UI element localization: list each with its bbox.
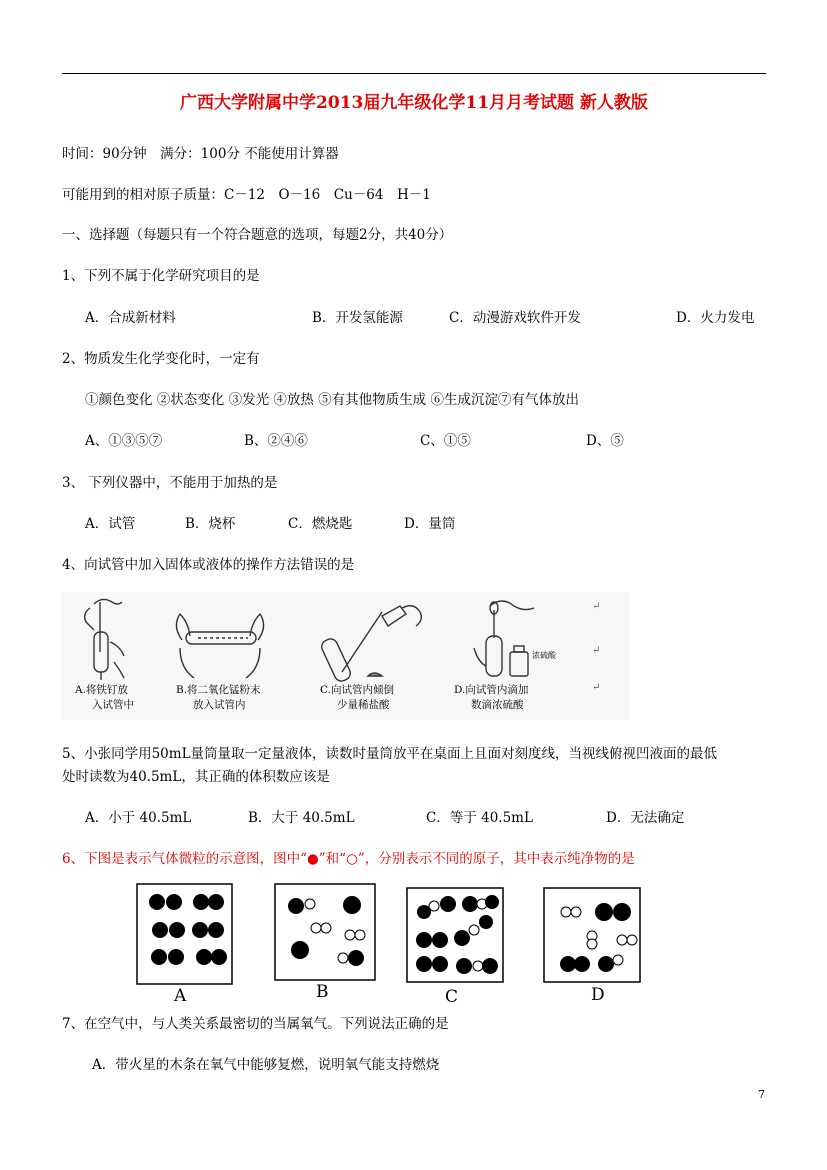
- figure-caption-c: C.向试管内倾倒 少量稀盐酸: [320, 684, 394, 711]
- header-rule: [62, 73, 766, 74]
- q1-option-c: C．动漫游戏软件开发: [449, 310, 581, 326]
- particles-d: [560, 903, 637, 972]
- question-7-stem: 7、在空气中，与人类关系最密切的当属氧气。下列说法正确的是: [62, 1016, 449, 1032]
- question-5-stem-line2: 处时读数为40.5mL，其正确的体积数应该是: [62, 769, 330, 785]
- q2-items: ①颜色变化 ②状态变化 ③发光 ④放热 ⑤有其他物质生成 ⑥生成沉淀⑦有气体放出: [85, 392, 579, 408]
- q2-option-d: D、⑤: [586, 433, 624, 449]
- q3-option-a: A．试管: [85, 516, 136, 532]
- illustration-c: [319, 606, 421, 684]
- q7-option-a: A．带火星的木条在氧气中能够复燃，说明氧气能支持燃烧: [92, 1057, 440, 1073]
- page-title: 广西大学附属中学2013届九年级化学11月月考试题 新人教版: [180, 93, 648, 113]
- q3-option-c: C．燃烧匙: [288, 516, 353, 532]
- q2-option-a: A、①③⑤⑦: [85, 433, 163, 449]
- q3-option-b: B．烧杯: [185, 516, 236, 532]
- atomic-mass-info: 可能用到的相对原子质量：C－12 O－16 Cu－64 H－1: [62, 187, 431, 203]
- box-label-c: C: [445, 987, 459, 1007]
- question-3-stem: 3、 下列仪器中，不能用于加热的是: [62, 475, 278, 491]
- return-mark: ↵: [592, 682, 601, 693]
- question-4-stem: 4、向试管中加入固体或液体的操作方法错误的是: [62, 557, 355, 573]
- figure-caption-b: B.将二氧化锰粉末 放入试管内: [176, 684, 261, 711]
- exam-time-info: 时间：90分钟 满分：100分 不能使用计算器: [62, 146, 339, 162]
- particles-c: [416, 895, 499, 974]
- box-label-a: A: [174, 986, 187, 1006]
- illustration-d: [474, 601, 534, 676]
- q1-option-a: A．合成新材料: [85, 310, 176, 326]
- illustration-b: [176, 614, 263, 678]
- q5-option-a: A．小于 40.5mL: [85, 810, 192, 826]
- particles-a: [149, 894, 227, 965]
- bottle-label: 浓硫酸: [532, 651, 556, 660]
- figure-caption-d: D.向试管内滴加 数滴浓硫酸: [454, 684, 529, 711]
- q5-option-b: B．大于 40.5mL: [248, 810, 355, 826]
- q5-option-d: D．无法确定: [606, 810, 685, 826]
- gas-particle-diagram: [130, 878, 650, 1008]
- q5-option-c: C．等于 40.5mL: [426, 810, 533, 826]
- question-2-stem: 2、物质发生化学变化时，一定有: [62, 351, 260, 367]
- box-label-b: B: [316, 982, 329, 1002]
- return-mark: ↵: [592, 601, 601, 612]
- lab-operation-figure: [62, 592, 630, 720]
- particles-b: [288, 896, 365, 966]
- page-number: 7: [758, 1088, 765, 1101]
- question-6-stem: 6、下图是表示气体微粒的示意图，图中“●”和“○”，分别表示不同的原子，其中表示纯净物的是: [62, 851, 635, 867]
- q3-option-d: D．量筒: [404, 516, 456, 532]
- q2-option-b: B、②④⑥: [244, 433, 308, 449]
- q1-option-d: D．火力发电: [676, 310, 755, 326]
- box-label-d: D: [591, 985, 605, 1005]
- return-mark: ↵: [592, 645, 601, 656]
- figure-caption-a: A.将铁钉放 入试管中: [75, 684, 134, 711]
- section-heading: 一、选择题（每题只有一个符合题意的选项，每题2分，共40分）: [62, 227, 453, 243]
- q1-option-b: B．开发氢能源: [312, 310, 403, 326]
- question-1-stem: 1、下列不属于化学研究项目的是: [62, 268, 260, 284]
- q2-option-c: C、①⑤: [420, 433, 471, 449]
- question-5-stem-line1: 5、小张同学用50mL量筒量取一定量液体，读数时量筒放平在桌面上且面对刻度线，当视线俯视凹液面的最低: [62, 746, 718, 762]
- illustration-a: [85, 599, 124, 680]
